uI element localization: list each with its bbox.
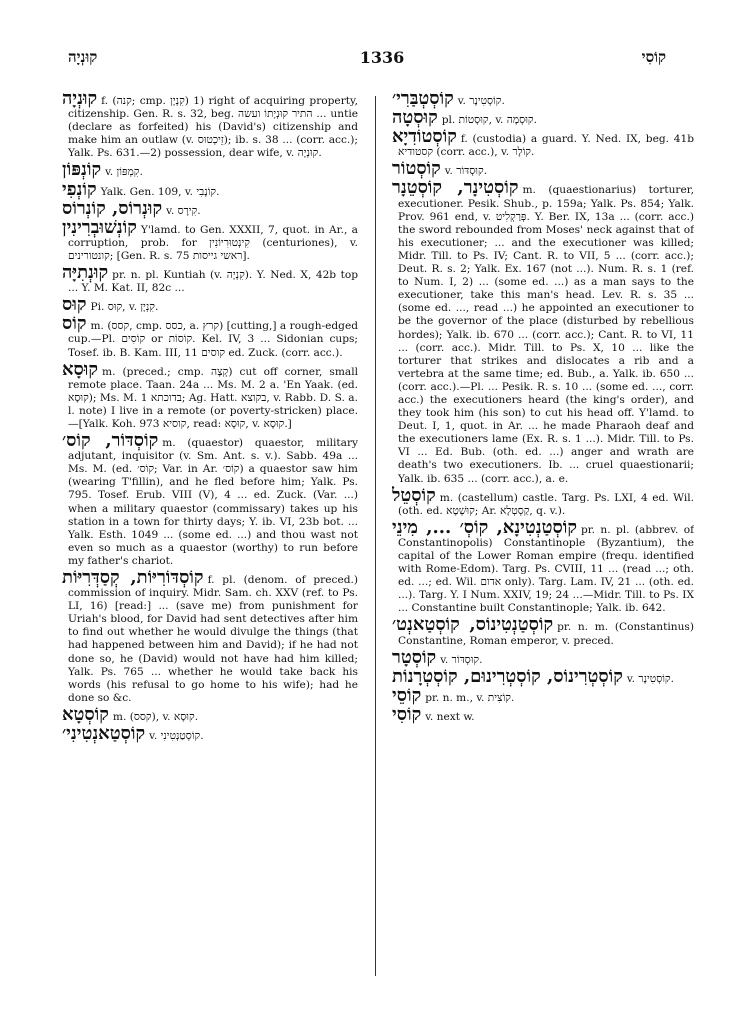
entry-definition: m. (castellum) castle. Targ. Ps. LXI, 4 ed. Wil. (oth. ed. קוּשְׁטָא; Ar. קַסְטְלָא, q. v.). <box>398 491 694 517</box>
dictionary-entry <box>62 313 358 359</box>
entry-headword: קוֹסְטַאנְטִינִי׳ <box>62 723 146 745</box>
entry-definition: v. קוּסְדּוֹר. <box>444 165 488 178</box>
entry-definition: v. קוֹסְטַנְטִינִי. <box>149 730 204 743</box>
dictionary-entry <box>62 703 358 725</box>
entry-headword: קוּס <box>62 294 87 316</box>
entry-headword: קוֹסְטְרִינוֹס, קוֹסְטְרִינוּם, קוֹסְטְרָנוֹת <box>392 665 623 687</box>
dictionary-entry <box>62 178 358 200</box>
dictionary-entry <box>62 358 358 431</box>
entry-definition: v. קוֹסְטִינָר. <box>626 672 674 685</box>
dictionary-entry <box>392 646 694 668</box>
entry-definition: pr. n. pl. Kuntiah (v. קִנְיָה). Y. Ned. X, 42b top ... Y. M. Kat. II, 82c ... <box>68 269 358 295</box>
entry-definition: m. (preced.; cmp. קְצָה) cut off corner, small remote place. Taan. 24a ... Ms. M. 2 a. 'En Yaak. (ed. קוּסָא); Ms. M. 1 בדוכתא; Ag. Hatt. בקוצא, v. Rabb. D. S. a. l. note) I live in a remote (or poverty-stricken) place.—[Yalk. Koh. 973 קוסיא, read: קוּסָא, v. קוּסָא.] <box>68 365 358 430</box>
dictionary-entry <box>392 126 694 159</box>
dictionary-entry <box>62 197 358 219</box>
entry-definition: f. (קנה; cmp. קִנְיָן) 1) right of acquiring property, citizenship. Gen. R. s. 32, beg. התיר קוּנְיָתוֹ ועשה ... untie (declare as forfeited) his (David's) citizenship and make him an outlaw (v. זֵיכְטוּס); ib. s. 38 ... (corr. acc.); Yalk. Ps. 631.—2) possession, dear wife, v. קוּנְיָה. <box>68 95 358 160</box>
entry-headword: קוֹנְפִי <box>62 178 97 200</box>
dictionary-entry <box>62 159 358 181</box>
entry-definition: pr. n. pl. (abbrev. of Constantinopolis) Constantinople (Byzantium), the capital of the Lower Roman empire (frequ. identified with Rome-Edom). Targ. Ps. CVIII, 11 ... (read ...; oth. ed. ...; ed. Wil. אדום only). Targ. Lam. IV, 21 ... (oth. ed. ...). Targ. Y. I Num. XXIV, 19; 24 ...—Midr. Till. to Ps. IX ... Constantine built Constantinople; Yalk. ib. 642. <box>398 523 694 615</box>
entry-definition: Yalk. Gen. 109, v. קוֹנָבִי. <box>100 185 220 198</box>
dictionary-entry <box>392 614 694 647</box>
entry-headword: קוֹסְדּוֹר, קוֹס׳ <box>62 430 159 452</box>
entry-headword: קוֹסְטֵל <box>392 484 436 506</box>
entry-headword: קוֹסְטַנְטִינָא, קוֹסְ׳ ..., מִינֵי <box>392 516 577 538</box>
entry-headword: קוּסָא <box>62 358 99 380</box>
entry-headword: קוֹסְטוֹדִיָא <box>392 126 457 148</box>
dictionary-entry <box>392 177 694 485</box>
running-head-left-word: קוּנְיָה <box>68 48 98 66</box>
entry-headword: קוֹסְטָר <box>392 646 437 668</box>
dictionary-entry <box>62 430 358 568</box>
entry-definition: pl. קוּסְטוֹת, v. קוּסְמָה. <box>441 114 537 127</box>
entry-definition: v. קוֹסְטִינָר. <box>457 95 505 107</box>
entry-headword: קוֹסְטִינָר, קוֹסְטֵנָר <box>392 177 519 199</box>
page-number: 1336 <box>359 48 405 67</box>
entry-headword: קוּנְיָה <box>62 92 98 109</box>
entry-headword: קוֹסְטָא <box>62 703 109 725</box>
entry-definition: f. (custodia) a guard. Y. Ned. IX, beg. 41b קסטודיא (corr. acc.), v. קוֹלָר. <box>398 133 694 159</box>
entry-definition: pr. n. m. (Constantinus) Constantine, Roman emperor, v. preced. <box>398 621 694 647</box>
right-column <box>392 92 694 996</box>
entry-headword: קוּנְתִיָּה <box>62 262 109 284</box>
entry-definition: f. pl. (denom. of preced.) commission of inquiry. Midr. Sam. ch. XXV (ref. to Ps. LI, 16) [read:] ... (save me) from punishment for Uriah's blood, for David had sent detectives after him to find out whether he would divulge the things (that had happened between him and David); if he had not done so, he (David) would not have had him killed; Yalk. Ps. 765 ... whether he would take back his words (his refusal to go home to his wife); had he done so &c. <box>68 574 358 704</box>
entry-headword: קוֹסֵי <box>392 684 422 706</box>
entry-definition: v. קִמְפּוֹן. <box>105 166 143 179</box>
dictionary-entry <box>62 262 358 295</box>
left-column <box>62 92 358 996</box>
entry-headword: קוֹסְטְבַּרִי׳ <box>392 92 454 109</box>
entry-definition: v. קִירָס. <box>166 204 201 217</box>
dictionary-entry <box>62 723 358 745</box>
entry-headword: קוֹסִי <box>392 703 422 725</box>
dictionary-entry <box>392 516 694 616</box>
dictionary-entry <box>392 703 694 725</box>
dictionary-entry <box>62 567 358 705</box>
entry-headword: קוֹסְטוֹר <box>392 158 441 180</box>
entry-headword: קוֹנְפּוֹן <box>62 159 102 181</box>
entry-definition: pr. n. m., v. קוֹצִית. <box>425 691 515 704</box>
entry-definition: m. (קסס), v. קוּסָא. <box>112 710 199 723</box>
running-head-right-word: קוֹסִי <box>641 48 666 66</box>
dictionary-entry <box>62 294 358 316</box>
dictionary-entry <box>392 92 694 108</box>
entry-headword: קוֹסְדּוֹרִיּוֹת, קְסַדְּרִיּוֹת <box>62 567 204 588</box>
entry-definition: Pi. קוּס, v. קִנְיָן. <box>90 301 159 314</box>
entry-definition: Y'lamd. to Gen. XXXII, 7, quot. in Ar., a corruption, prob. for קִינְטוּרִיוֹנִין (centuriones), v. קונטורינים; [Gen. R. s. 75 ראשי גייסות]. <box>68 223 358 262</box>
entry-headword: קוּסְטָה <box>392 107 438 129</box>
entry-headword: קוֹס <box>62 313 87 335</box>
entry-headword: קוֹנְשׁוּבְרִינִין <box>62 216 137 238</box>
dictionary-entry <box>62 92 358 160</box>
column-divider <box>375 96 376 976</box>
running-head <box>56 48 708 74</box>
dictionary-entry <box>62 216 358 263</box>
entry-definition: v. קוּסְדּוֹר. <box>440 653 483 666</box>
entry-headword: קוּנְרוֹס, קוֹנְרוֹס <box>62 197 163 219</box>
entry-headword: קוֹסְטַנְטִינוֹס, קוֹסְטַאנְט׳ <box>392 614 554 636</box>
dictionary-entry <box>392 158 694 180</box>
dictionary-entry <box>392 665 694 687</box>
dictionary-entry <box>392 684 694 706</box>
entry-definition: m. (quaestor) quaestor, military adjutant, inquisitor (v. Sm. Ant. s. v.). Sabb. 49a ... Ms. M. (ed. קוֹס׳; Var. in Ar. קוֹס׳) a quaestor saw him (wearing T'fillin), and he fled before him; Yalk. Ps. 795. Tosef. Erub. VIII (V), 4 ... ed. Zuck. (Var. ...) when a military quaestor (commissary) takes up his station in a town for thirty days; Y. ib. VI, 23b bot. ... Yalk. Esth. 1049 ... (some ed. ...) and thou wast not even so much as a quaestor (worthy) to run before my father's chariot. <box>68 437 358 567</box>
entry-definition: m. (quaestionarius) torturer, executioner. Pesik. Shub., p. 159a; Yalk. Ps. 854; Yalk. Prov. 961 end, v. פְּרַקְלִיט. Y. Ber. IX, 13a ... (corr. acc.) the sword rebounded from Moses' neck against that of his executioner; ... and the executioner was killed; Midr. Till. to Ps. IV; Cant. R. to VII, 5 ... (corr. acc.); Deut. R. s. 2; Yalk. Ex. 167 (not ...). Num. R. s. 1 (ref. to Num. I, 2) ... (some ed. ...) as a man says to the executioner, take this man's head. Lev. R. s. 35 ... (some ed. ..., read ...) he appointed an executioner to be the governor of the place (disturbed by rebellious hordes); Yalk. ib. 670 ... (corr. acc.); Cant. R. to VI, 11 ... (corr. acc.). Midr. Till. to Ps. X, 10 ... like the torturer that strikes and dislocates a rib and a vertebra at the same time; ed. Bub., a. Yalk. ib. 650 ... (corr. acc.).—Pl. ... Pesik. R. s. 10 ... (some ed. ..., corr. acc.) the executioners heard (the king's order), and they took him (his son) to cut his head off. Y'lamd. to Deut. I, 1, quot. in Ar. ... he made Pharaoh deaf and the executioners lame (Ex. R. s. 1 ...). Midr. Till. to Ps. VI ... Ed. Bub. (oth. ed. ...) anger and wrath are death's two executioners. Ib. ... cruel quaestionarii; Yalk. ib. 635 ... (corr. acc.), a. e. <box>398 184 694 485</box>
dictionary-entry <box>392 107 694 129</box>
entry-definition: m. (קסס, cmp. כסס, a. קרץ) [cutting,] a rough-edged cup.—Pl. קוֹסִים or קוֹסוֹת. Kel. IV, 3 ... Sidonian cups; Tosef. ib. B. Kam. III, 11 קוסים ed. Zuck. (corr. acc.). <box>68 320 358 359</box>
entry-definition: v. next w. <box>425 710 475 723</box>
dictionary-entry <box>392 484 694 518</box>
